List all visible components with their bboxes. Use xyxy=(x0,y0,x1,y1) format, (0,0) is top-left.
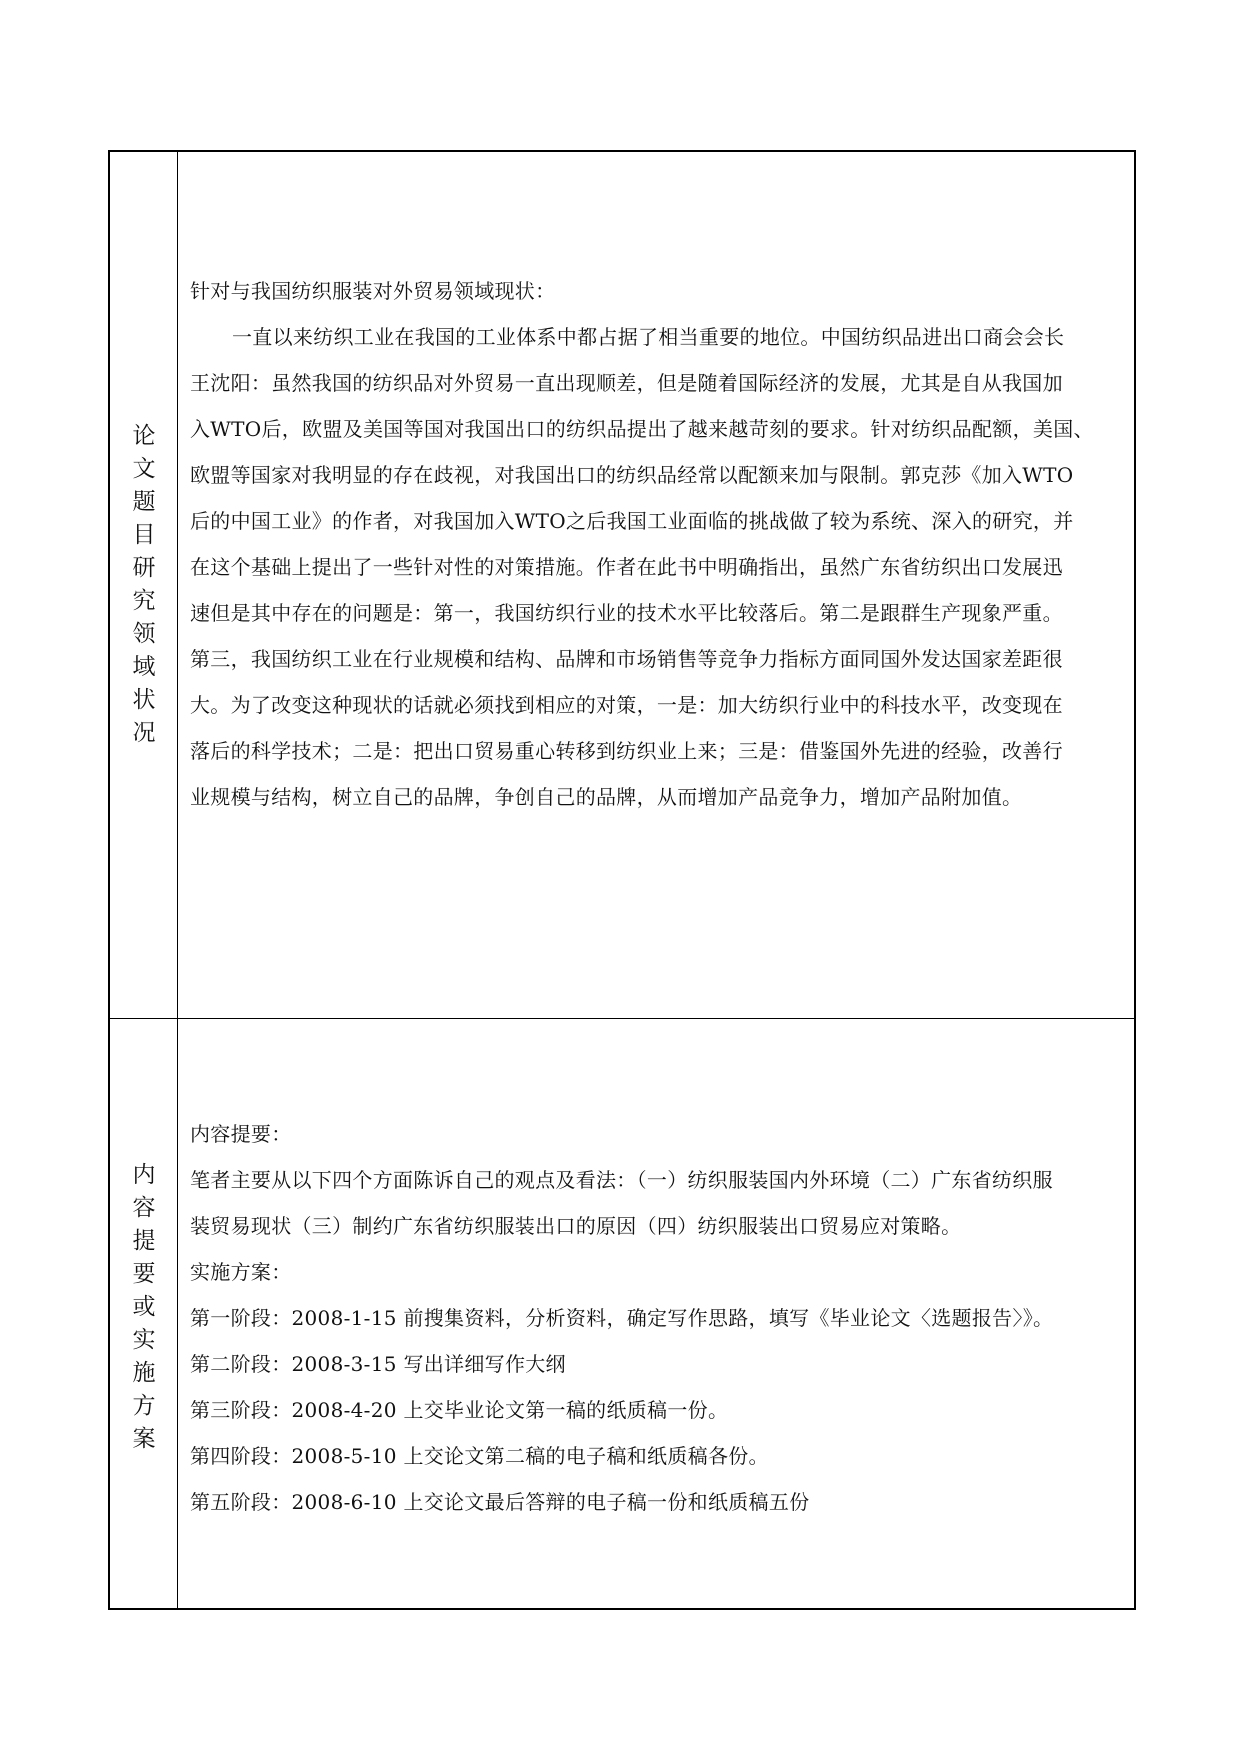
paragraph-line: 入WTO后，欧盟及美国等国对我国出口的纺织品提出了越来越苛刻的要求。针对纺织品配额，美国、 xyxy=(190,417,1094,441)
research-status-label-cell xyxy=(110,152,178,1018)
paragraph-line: 王沈阳：虽然我国的纺织品对外贸易一直出现顺差，但是随着国际经济的发展，尤其是自从我国加 xyxy=(190,371,1063,395)
stage-line: 第四阶段：2008-5-10 上交论文第二稿的电子稿和纸质稿各份。 xyxy=(190,1444,769,1468)
stage-line: 第一阶段：2008-1-15 前搜集资料，分析资料，确定写作思路，填写《毕业论文〈选题报告〉》。 xyxy=(190,1306,1054,1330)
label-char: 况 xyxy=(132,720,156,746)
summary-line: 装贸易现状（三）制约广东省纺织服装出口的原因（四）纺织服装出口贸易应对策略。 xyxy=(190,1214,962,1238)
paragraph-line: 一直以来纺织工业在我国的工业体系中都占据了相当重要的地位。中国纺织品进出口商会会长 xyxy=(232,325,1065,349)
research-status-label xyxy=(110,420,178,750)
label-char: 施 xyxy=(132,1360,156,1386)
research-status-heading: 针对与我国纺织服装对外贸易领域现状： xyxy=(190,279,556,303)
content-plan-content-cell xyxy=(178,1019,1134,1608)
paragraph-line: 第三，我国纺织工业在行业规模和结构、品牌和市场销售等竞争力指标方面同国外发达国家差距很 xyxy=(190,647,1063,671)
paragraph-line: 落后的科学技术；二是：把出口贸易重心转移到纺织业上来；三是：借鉴国外先进的经验，改善行 xyxy=(190,739,1063,763)
research-status-content-cell xyxy=(178,152,1134,1018)
proposal-form-table xyxy=(108,150,1136,1610)
label-char: 题 xyxy=(132,489,156,515)
label-char: 提 xyxy=(132,1228,156,1254)
content-plan-row xyxy=(110,1019,1134,1608)
label-char: 要 xyxy=(132,1261,156,1287)
stage-line: 第二阶段：2008-3-15 写出详细写作大纲 xyxy=(190,1352,566,1376)
research-status-row xyxy=(110,152,1134,1019)
label-char: 实 xyxy=(132,1327,156,1353)
label-char: 容 xyxy=(132,1195,156,1221)
label-char: 或 xyxy=(132,1294,156,1320)
plan-heading: 实施方案： xyxy=(190,1260,292,1284)
paragraph-line: 后的中国工业》的作者，对我国加入WTO之后我国工业面临的挑战做了较为系统、深入的研究，并 xyxy=(190,509,1074,533)
label-char: 状 xyxy=(132,687,156,713)
label-char: 领 xyxy=(132,621,156,647)
label-char: 目 xyxy=(132,522,156,548)
paragraph-line: 大。为了改变这种现状的话就必须找到相应的对策，一是：加大纺织行业中的科技水平，改变现在 xyxy=(190,693,1063,717)
label-char: 方 xyxy=(132,1393,156,1419)
label-char: 文 xyxy=(132,456,156,482)
paragraph-line: 欧盟等国家对我明显的存在歧视，对我国出口的纺织品经常以配额来加与限制。郭克莎《加入WTO xyxy=(190,463,1074,487)
research-status-body xyxy=(190,268,1124,820)
paragraph-line: 速但是其中存在的问题是：第一，我国纺织行业的技术水平比较落后。第二是跟群生产现象严重。 xyxy=(190,601,1063,625)
content-plan-label-cell xyxy=(110,1019,178,1608)
label-char: 案 xyxy=(132,1426,156,1452)
stage-line: 第三阶段：2008-4-20 上交毕业论文第一稿的纸质稿一份。 xyxy=(190,1398,729,1422)
label-char: 研 xyxy=(132,555,156,581)
label-char: 域 xyxy=(132,654,156,680)
content-plan-body xyxy=(190,1111,1124,1525)
content-plan-label xyxy=(110,1159,178,1456)
stage-line: 第五阶段：2008-6-10 上交论文最后答辩的电子稿一份和纸质稿五份 xyxy=(190,1490,810,1514)
label-char: 论 xyxy=(132,423,156,449)
label-char: 内 xyxy=(132,1162,156,1188)
label-char: 究 xyxy=(132,588,156,614)
summary-line: 笔者主要从以下四个方面陈诉自己的观点及看法：（一）纺织服装国内外环境（二）广东省纺织服 xyxy=(190,1168,1053,1192)
summary-heading: 内容提要： xyxy=(190,1122,292,1146)
paragraph-line: 业规模与结构，树立自己的品牌，争创自己的品牌，从而增加产品竞争力，增加产品附加值。 xyxy=(190,785,1023,809)
paragraph-line: 在这个基础上提出了一些针对性的对策措施。作者在此书中明确指出，虽然广东省纺织出口发展迅 xyxy=(190,555,1063,579)
